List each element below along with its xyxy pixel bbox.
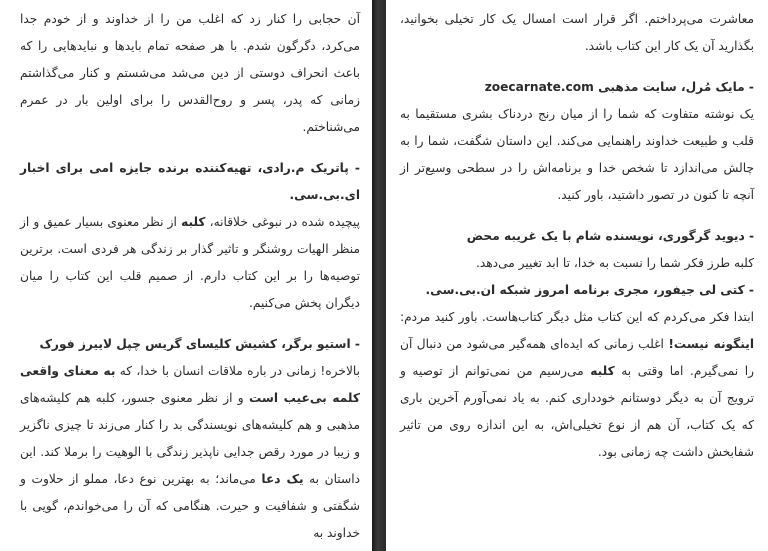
right-paragraph-3: کلبه طرز فکر شما را نسبت به خدا، تا ابد تغییر می‌دهد. [475, 256, 754, 270]
left-endorser-heading-1: - پاتریک م.رادی، تهیه‌کننده برنده جایزه امی برای اخبار ای.بی.سی. [20, 161, 360, 202]
right-endorser-heading-1: - مایک مُرل، سایت مذهبی zoecarnate.com [484, 80, 754, 94]
right-paragraph-1: معاشرت می‌پرداختم. اگر قرار است امسال یک کار تخیلی بخوانید، بگذارید آن یک کار این کتاب باشد. [400, 12, 754, 53]
right-endorser-heading-2: - دیوید گرگوری، نویسنده شام با یک غریبه محض [466, 229, 754, 243]
left-paragraph-3: بالاخره! زمانی در باره ملاقات انسان با خدا، که به معنای واقعی کلمه بی‌عیب است و از نظر معنوی جسور، کلبه هم کلیشه‌های مذهبی و هم کلیشه‌های نویسندگی بد را کنار می‌زند تا چیزی ناگزیر و زیبا در مورد رقص جدایی ناپذیر زندگی با الوهیت را برملا کند. این داستان به یک دعا می‌ماند؛ به بهترین نوع دعا، مملو از حلاوت و شگفتی و شفافیت و حیرت. هنگامی که آن را می‌خواندم، گویی با خداوند به [20, 364, 361, 540]
left-paragraph-2: پیچیده شده در نبوغی خلاقانه، کلبه از نظر معنوی بسیار عمیق و از منظر الهیات روشنگر و تاثیر گذار بر زندگی هر فردی است. برترین توصیه‌ها را بر این کتاب دارم. از صمیم قلب این کتاب را میان دیگران پخش می‌کنیم. [20, 215, 360, 310]
emphasis-kolbeh: کلبه [181, 215, 206, 229]
emphasis-not-so: اینگونه نیست! [668, 337, 754, 351]
right-paragraph-4: ابتدا فکر می‌کردم که این کتاب مثل دیگر کتاب‌هاست. باور کنید مردم: اینگونه نیست! اغلب زمانی که ایده‌ای همه‌گیر می‌شود من دنبال آن را نمی‌گیرم. اما وقتی به کلبه می‌رسیم من نمی‌توانم از توصیه و ترویج آن به دیگر دوستانم خودداری کنم. به یاد نمی‌آورم آخرین باری که یک کتاب، آن هم از نوع تخیلی‌اش، به این اندازه روی من تاثیر شفابخش داشت چه زمانی بود. [400, 310, 754, 459]
right-paragraph-2: یک نوشته متفاوت که شما را از میان رنج دردناک بشری مستقیما به قلب و طبیعت خداوند راهنمایی می‌کند. این داستان شگفت، شما را به چالش می‌اندازد تا شخص خدا و برنامه‌اش را در سطحی وسیع‌تر از آنچه تا کنون در تصور داشتید، باور کنید. [400, 107, 754, 202]
left-endorser-heading-2: - استیو برگر، کشیش کلیسای گریس چپل لاییرز فورک [39, 337, 360, 351]
right-endorser-heading-3: - کتی لی جیفور، مجری برنامه امروز شبکه ان.بی.سی. [425, 283, 754, 297]
left-paragraph-1: آن حجابی را کنار زد که اغلب من را از خداوند و از خودم جدا می‌کرد، دگرگون شدم. با هر صفحه تمام بایدها و نبایدهایی را که باعث انحراف دوستی از دین می‌شد می‌شستم و کنار می‌گذاشتم زمانی که پدر، پسر و روح‌القدس را برای اولین بار در عمرم می‌شناختم. [20, 12, 360, 134]
emphasis-flawless: به معنای واقعی کلمه بی‌عیب است [20, 364, 360, 405]
book-gutter [372, 0, 386, 551]
left-page [0, 0, 372, 551]
emphasis-prayer: یک دعا [261, 472, 304, 486]
right-page [386, 0, 768, 551]
emphasis-kolbeh-2: کلبه [590, 364, 615, 378]
website-name: zoecarnate.com [484, 80, 594, 94]
